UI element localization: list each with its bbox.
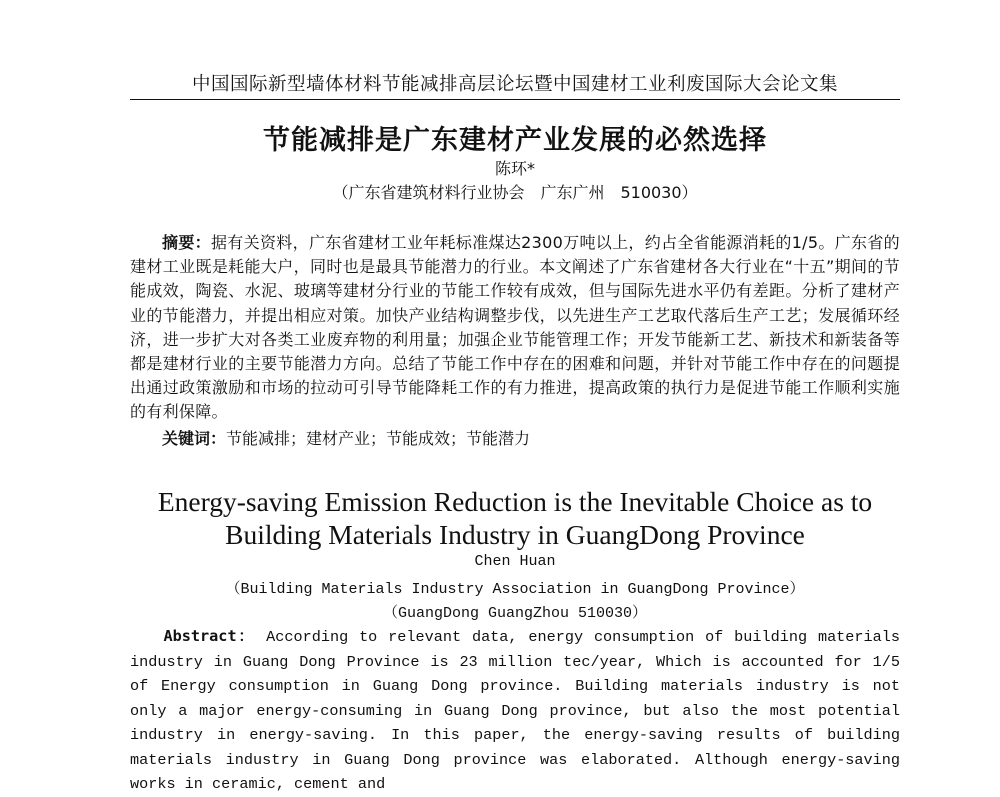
- english-abstract-label: Abstract：: [163, 627, 256, 645]
- english-abstract: [130, 624, 900, 797]
- english-location: （GuangDong GuangZhou 510030）: [382, 605, 648, 622]
- chinese-keywords-text: 节能减排；建材产业；节能成效；节能潜力: [226, 429, 531, 448]
- chinese-keywords-label: 关键词：: [162, 429, 227, 448]
- header-rule: [130, 99, 900, 100]
- english-title-line-2: Building Materials Industry in GuangDong Province: [225, 519, 805, 550]
- english-title-line-1: Energy-saving Emission Reduction is the Inevitable Choice as to: [157, 486, 873, 517]
- chinese-title: 节能减排是广东建材产业发展的必然选择: [263, 125, 767, 156]
- chinese-abstract-text: 据有关资料，广东省建材工业年耗标准煤达2300万吨以上，约占全省能源消耗的1/5。广东省的建材工业既是耗能大户，同时也是最具节能潜力的行业。本文阐述了广东省建材各大行业在“十五”期间的节能成效，陶瓷、水泥、玻璃等建材分行业的节能工作较有成效，但与国际先进水平仍有差距。分析了建材产业的节能潜力，并提出相应对策。加快产业结构调整步伐，以先进生产工艺取代落后生产工艺；发展循环经济，进一步扩大对各类工业废弃物的利用量；加强企业节能管理工作；开发节能新工艺、新技术和新装备等都是建材行业的主要节能潜力方向。总结了节能工作中存在的困难和问题，并针对节能工作中存在的问题提出通过政策激励和市场的拉动可引导节能降耗工作的有力推进，提高政策的执行力是促进节能工作顺利实施的有利保障。: [130, 233, 900, 422]
- chinese-abstract: [130, 231, 900, 425]
- english-abstract-text: According to relevant data, energy consumption of building materials industry in Guang Dong Province is 23 million tec/year, Which is accounted for 1/5 of Energy consumption in Guang Dong province. Building materials industry is not only a major energy-consuming in Guang Dong province, but also the most potential industry in energy-saving. In this paper, the energy-saving results of building materials industry in Guang Dong province was elaborated. Although energy-saving works in ceramic, cement and: [130, 628, 900, 793]
- chinese-keywords: [162, 426, 900, 449]
- english-affiliation: （Building Materials Industry Association in GuangDong Province）: [225, 581, 805, 598]
- chinese-abstract-label: 摘要：: [162, 233, 211, 252]
- chinese-author: 陈环*: [494, 159, 535, 178]
- english-author: Chen Huan: [474, 553, 556, 570]
- english-title: [130, 485, 900, 551]
- chinese-affiliation: （广东省建筑材料行业协会 广东广州 510030）: [332, 183, 698, 202]
- running-head: 中国国际新型墙体材料节能减排高层论坛暨中国建材工业利废国际大会论文集: [191, 74, 838, 95]
